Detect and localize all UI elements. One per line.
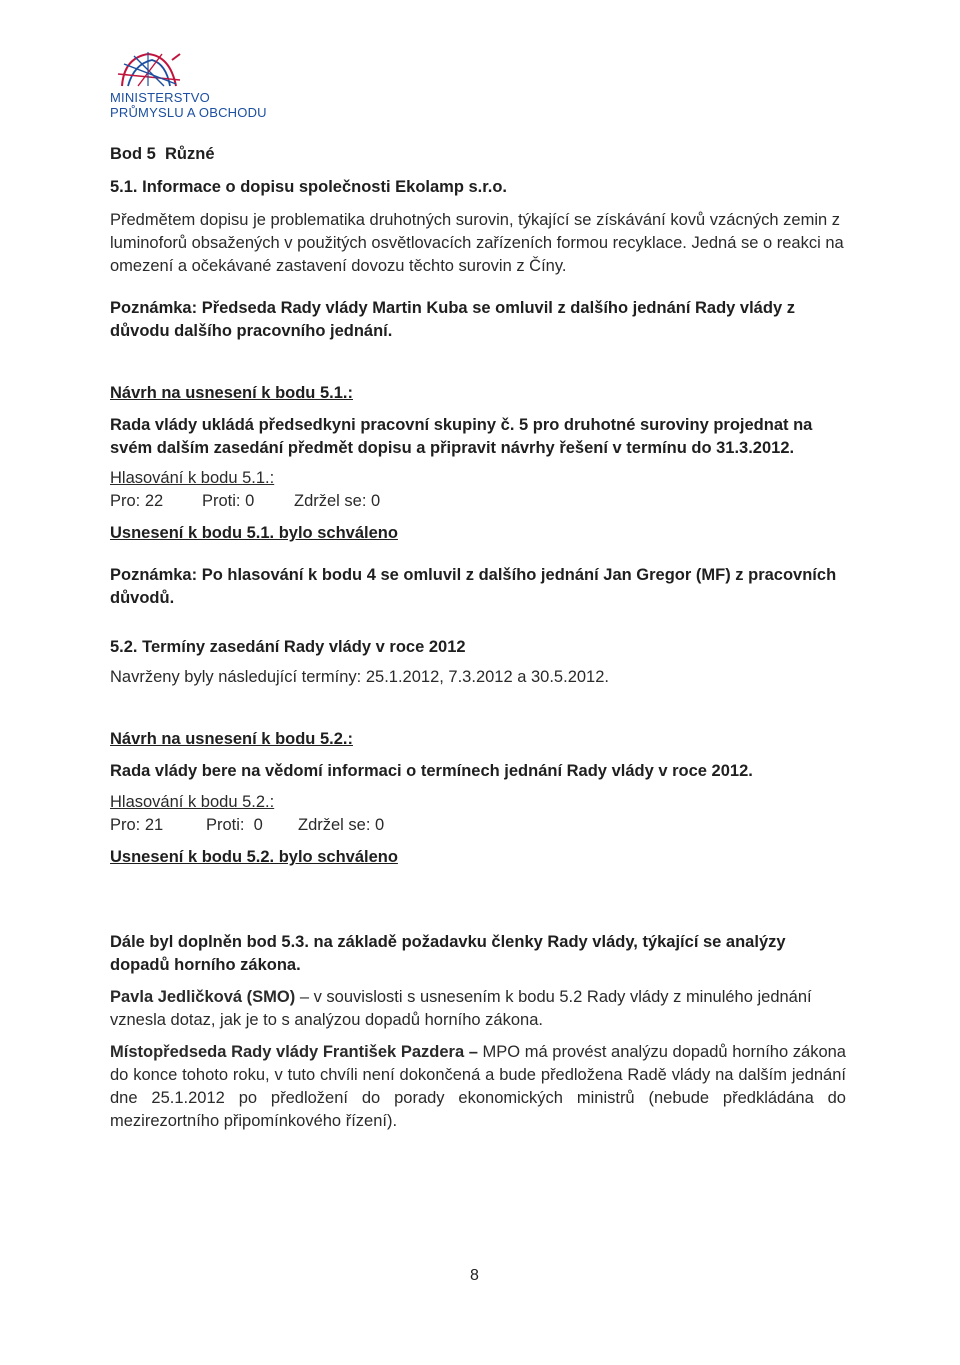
item-5-1-body: Předmětem dopisu je problematika druhotných surovin, týkající se získávání kovů vzácných zemin z luminoforů obsažených v použitých osvětlovacích zařízeních formou recyklace. Jedná se o reakci na omezení a očekávané zastavení dovozu těchto surovin z Číny.	[110, 211, 844, 275]
item-5-3-paragraph-2	[110, 1041, 846, 1133]
item-5-2-proposal-label: Návrh na usnesení k bodu 5.2.:	[110, 730, 353, 748]
vote-proti: Proti: 0	[206, 816, 263, 834]
vote-proti: Proti: 0	[202, 492, 255, 510]
item-5-1-resolution: Usnesení k bodu 5.1. bylo schváleno	[110, 524, 398, 542]
item-5-2-body: Navrženy byly následující termíny: 25.1.2012, 7.3.2012 a 30.5.2012.	[110, 668, 609, 686]
document-content	[110, 143, 846, 1133]
item-5-2-vote-results	[110, 814, 846, 837]
item-5-1-vote-label: Hlasování k bodu 5.1.:	[110, 469, 275, 487]
paragraph-1-text: – v souvislosti s usnesením k bodu 5.2 Rady vlády z minulého jednání vznesla dotaz, jak je to s analýzou dopadů horního zákona.	[110, 988, 812, 1029]
paragraph-2-text: MPO má provést analýzu dopadů horního zákona do konce tohoto roku, v tuto chvíli není dokončená a bude předložena Radě vlády na dalším jednání dne 25.1.2012 po předložení do porady ekonomických ministrů (nebude předkládána do mezirezortního připomínkového řízení).	[110, 1043, 846, 1130]
ministry-name-line1: MINISTERSTVO	[110, 90, 210, 105]
vote-zdrzel: Zdržel se: 0	[298, 816, 385, 834]
ministry-name-line2: PRŮMYSLU A OBCHODU	[110, 105, 267, 120]
item-5-1-heading: 5.1. Informace o dopisu společnosti Ekolamp s.r.o.	[110, 178, 508, 196]
item-5-2-vote-label: Hlasování k bodu 5.2.:	[110, 793, 275, 811]
item-5-2-heading: 5.2. Termíny zasedání Rady vlády v roce 2012	[110, 638, 466, 656]
item-5-1-note: Poznámka: Předseda Rady vlády Martin Kuba se omluvil z dalšího jednání Rady vlády z důvodu dalšího pracovního jednání.	[110, 299, 795, 340]
vote-pro: Pro: 21	[110, 816, 164, 834]
page-number: 8	[470, 1267, 479, 1284]
speaker-jedlickova: Pavla Jedličková (SMO)	[110, 988, 296, 1006]
ministry-logo	[104, 50, 284, 130]
item-5-1-proposal-text: Rada vlády ukládá předsedkyni pracovní skupiny č. 5 pro druhotné suroviny projednat na svém dalším zasedání předmět dopisu a připravit návrhy řešení v termínu do 31.3.2012.	[110, 416, 813, 457]
item-5-3-intro: Dále byl doplněn bod 5.3. na základě požadavku členky Rady vlády, týkající se analýzy dopadů horního zákona.	[110, 933, 786, 974]
vote-zdrzel: Zdržel se: 0	[294, 492, 381, 510]
section-title: Bod 5 Různé	[110, 145, 215, 163]
item-5-2-resolution: Usnesení k bodu 5.2. bylo schváleno	[110, 848, 398, 866]
vote-pro: Pro: 22	[110, 492, 164, 510]
speaker-pazdera: Místopředseda Rady vlády František Pazdera –	[110, 1043, 478, 1061]
item-5-3-paragraph-1	[110, 986, 846, 1032]
item-5-1-note2: Poznámka: Po hlasování k bodu 4 se omluvil z dalšího jednání Jan Gregor (MF) z pracovních důvodů.	[110, 566, 837, 607]
globe-emblem-icon	[114, 50, 184, 88]
item-5-1-proposal-label: Návrh na usnesení k bodu 5.1.:	[110, 384, 353, 402]
item-5-1-vote-results	[110, 490, 846, 513]
item-5-2-proposal-text: Rada vlády bere na vědomí informaci o termínech jednání Rady vlády v roce 2012.	[110, 762, 753, 780]
